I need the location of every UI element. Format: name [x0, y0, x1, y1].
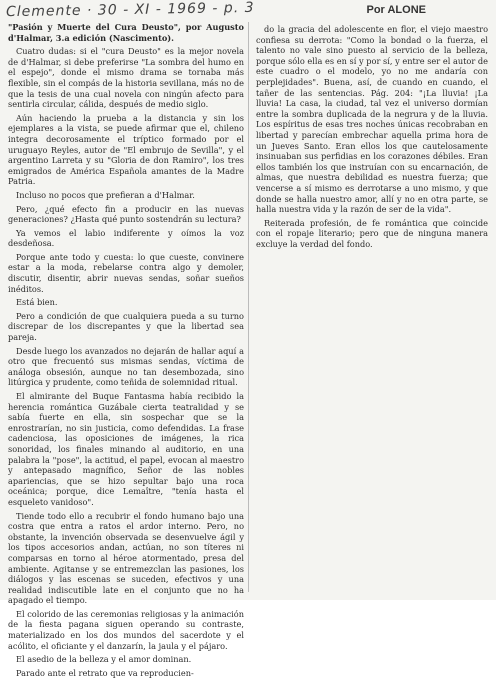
- article-paragraph: Porque ante todo y cuesta: lo que cueste, convinere estar a la moda, rebelarse contra algo y demoler, discutir, disentir, abrir nuevas sendas, soñar sueños inéditos.: [8, 251, 244, 294]
- article-paragraph: Pero, ¿qué efecto fin a producir en las nuevas generaciones? ¿Hasta qué punto sostendrán su lectura?: [8, 203, 244, 225]
- article-paragraph: Está bien.: [16, 297, 58, 308]
- article-paragraph: Reiterada profesión, de fe romántica que coincide con el ropaje literario; pero que de ninguna manera excluye la verdad del fondo.: [256, 217, 488, 249]
- left-paragraphs: [8, 46, 244, 678]
- article-paragraph: El colorido de las ceremonias religiosas y la animación de la fiesta pagana siguen operando su contraste, materializado en los dos mundos del sacerdote y el acólito, el oficiante y el danzarín, la jaula y el pájaro.: [8, 608, 244, 651]
- article-paragraph: do la gracia del adolescente en flor, el viejo maestro confiesa su derrota: "Como la bondad o la fuerza, el talento no vale sino puesto al servicio de la belleza, porque sólo ella es en sí y por sí, y entre ser el autor de este cuadro o el modelo, yo no me andaría con perplejidades". Buena, así, de cuando en cuando, el tañer de las sentencias. Pág. 204: "¡La lluvia! ¡La lluvia! La casa, la ciudad, tal vez el universo dormían entre la sombra duplicada de la negrura y de la lluvia. Los espíritus de esas tres noches únicas recobraban en libertad y parecían embrechar aquella prima hora de un Jueves Santo. Eran ellos los que cautelosamente insinuaban sus perfidias en los corazones débiles. Eran ellos también los que instruían con su encarnación, de almas, que nuestra debilidad es nuestra fuerza; que vencerse a sí mismo es derrotarse a uno mismo, y que donde se halla nuestro amor, allí y no en otra parte, se halla nuestra vida y la razón de ser de la vida".: [256, 24, 488, 215]
- right-paragraphs: [256, 24, 488, 249]
- column-divider: [248, 22, 249, 592]
- article-paragraph: Incluso no pocos que prefieran a d'Halmar.: [16, 189, 195, 200]
- article-paragraph: Aún haciendo la prueba a la distancia y sin los ejemplares a la vista, se puede afirmar que el, chileno integra decorosamente el tríptico formado por el uruguayo Reyles, autor de "El embrujo de Sevilla", y el argentino Larreta y su "Gloria de don Ramiro", los tres emigrados de América Española amantes de la Madre Patria.: [8, 112, 244, 187]
- book-title-reference: "Pasión y Muerte del Cura Deusto", por Augusto d'Halmar, 3.a edición (Nascimento).: [8, 22, 244, 43]
- article-paragraph: Pero a condición de que cualquiera pueda a su turno discrepar de los discrepantes y que la libertad sea pareja.: [8, 310, 244, 343]
- article-paragraph: El almirante del Buque Fantasma había recibido la herencia romántica Guzábale cierta teatralidad y se sabía fuerte en ella, sin sospechar que se la enrostrarían, no sin justicia, como defendidas. La frase cadenciosa, las oposiciones de imágenes, la rica sonoridad, los finales minando al auditorio, en una palabra la "pose", la actitud, el papel, evocan al maestro y antepasado magnífico, Señor de las nobles apariencias, que se hizo sepultar bajo una roca oceánica; porque, dice Lemaître, "tenía hasta el esqueleto vanidoso".: [8, 391, 244, 507]
- article-paragraph: El asedio de la belleza y el amor dominan.: [16, 654, 192, 665]
- article-column-left: [8, 22, 244, 678]
- article-paragraph: Cuatro dudas: si el "cura Deusto" es la mejor novela de d'Halmar, si debe preferirse "La sombra del humo en el espejo", donde el mismo drama se tornaba más flexible, sin el compás de la historia sevillana, más no de que la tesis de una cual novela con ningún afecto para sentirla circular, cálida, después de medio siglo.: [8, 46, 244, 110]
- article-paragraph: Desde luego los avanzados no dejarán de hallar aquí a otro que frecuentó sus mismas sendas, víctima de análoga obsesión, aunque no tan desembozada, sino litúrgica y prudente, como teñida de solemnidad ritual.: [8, 345, 244, 388]
- article-paragraph: Ya vemos el labio indiferente y oímos la voz desdeñosa.: [8, 227, 244, 249]
- article-headline: [8, 22, 244, 43]
- handwritten-date-note: Clemente · 30 - XI - 1969 - p. 3: [5, 0, 255, 21]
- article-paragraph: Parado ante el retrato que va reproducien-: [16, 667, 194, 678]
- article-byline: Por ALONE: [366, 4, 426, 16]
- article-paragraph: Tiende todo ello a recubrir el fondo humano bajo una costra que entra a ratos el ardor interno. Pero, no obstante, la invención observada se desenvuelve ágil y los tipos accesorios andan, actúan, no son títeres ni comparsas en torno al héroe atormentado, presa del ambiente. Agitanse y se entremezclan las pasiones, los diálogos y las escenas se suceden, efectivos y una realidad indiscutible late en el conjunto que no ha apagado el tiempo.: [8, 510, 244, 606]
- article-column-right: [256, 24, 488, 598]
